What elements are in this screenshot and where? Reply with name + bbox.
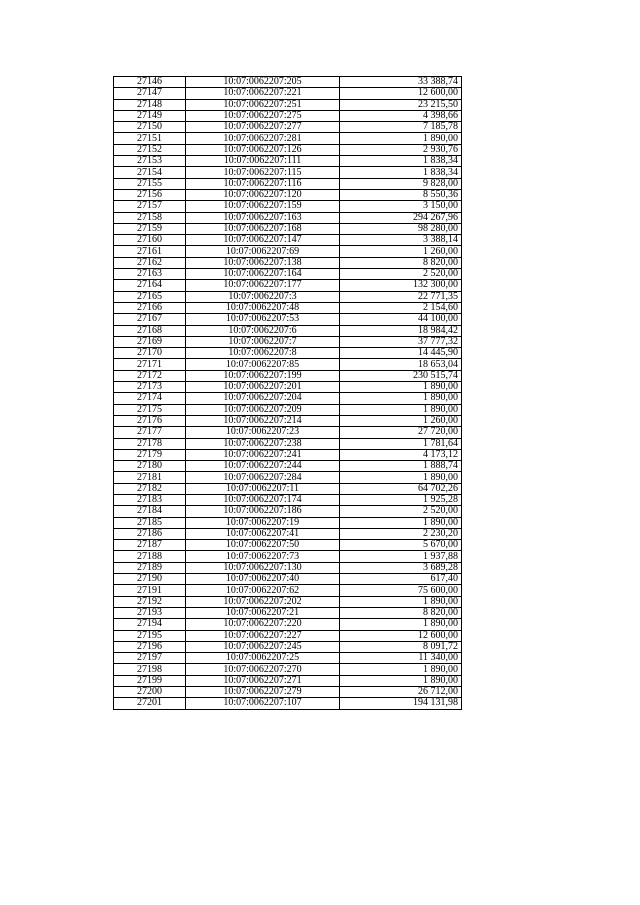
row-number-cell: 27163 — [114, 269, 186, 280]
cadastral-number-cell: 10:07:0062207:53 — [186, 314, 340, 325]
amount-cell: 194 131,98 — [340, 698, 462, 709]
row-number-cell: 27180 — [114, 461, 186, 472]
cadastral-number-cell: 10:07:0062207:159 — [186, 201, 340, 212]
row-number-cell: 27151 — [114, 133, 186, 144]
amount-cell: 1 890,00 — [340, 517, 462, 528]
cadastral-number-cell: 10:07:0062207:220 — [186, 619, 340, 630]
cadastral-number-cell: 10:07:0062207:275 — [186, 110, 340, 121]
cadastral-number-cell: 10:07:0062207:238 — [186, 438, 340, 449]
table-row — [114, 641, 462, 652]
cadastral-number-cell: 10:07:0062207:62 — [186, 585, 340, 596]
cadastral-number-cell: 10:07:0062207:277 — [186, 122, 340, 133]
cadastral-number-cell: 10:07:0062207:245 — [186, 641, 340, 652]
table-row — [114, 88, 462, 99]
row-number-cell: 27188 — [114, 551, 186, 562]
row-number-cell: 27166 — [114, 302, 186, 313]
table-row — [114, 269, 462, 280]
table-row — [114, 99, 462, 110]
amount-cell: 12 600,00 — [340, 88, 462, 99]
amount-cell: 1 260,00 — [340, 246, 462, 257]
table-row — [114, 280, 462, 291]
table-row — [114, 438, 462, 449]
table-row — [114, 506, 462, 517]
amount-cell: 1 890,00 — [340, 472, 462, 483]
amount-cell: 2 154,60 — [340, 302, 462, 313]
cadastral-number-cell: 10:07:0062207:241 — [186, 449, 340, 460]
table-row — [114, 325, 462, 336]
row-number-cell: 27175 — [114, 404, 186, 415]
row-number-cell: 27195 — [114, 630, 186, 641]
table-row — [114, 393, 462, 404]
table-body — [114, 77, 462, 710]
row-number-cell: 27171 — [114, 359, 186, 370]
cadastral-number-cell: 10:07:0062207:107 — [186, 698, 340, 709]
amount-cell: 8 820,00 — [340, 257, 462, 268]
table-row — [114, 370, 462, 381]
cadastral-number-cell: 10:07:0062207:111 — [186, 156, 340, 167]
row-number-cell: 27183 — [114, 494, 186, 505]
amount-cell: 1 260,00 — [340, 415, 462, 426]
amount-cell: 1 890,00 — [340, 393, 462, 404]
amount-cell: 37 777,32 — [340, 336, 462, 347]
table-row — [114, 201, 462, 212]
amount-cell: 1 937,88 — [340, 551, 462, 562]
amount-cell: 1 925,28 — [340, 494, 462, 505]
cadastral-number-cell: 10:07:0062207:41 — [186, 528, 340, 539]
table-row — [114, 562, 462, 573]
row-number-cell: 27196 — [114, 641, 186, 652]
row-number-cell: 27200 — [114, 687, 186, 698]
row-number-cell: 27165 — [114, 291, 186, 302]
row-number-cell: 27176 — [114, 415, 186, 426]
cadastral-number-cell: 10:07:0062207:270 — [186, 664, 340, 675]
table-row — [114, 528, 462, 539]
cadastral-number-cell: 10:07:0062207:201 — [186, 382, 340, 393]
row-number-cell: 27167 — [114, 314, 186, 325]
row-number-cell: 27192 — [114, 596, 186, 607]
table-row — [114, 551, 462, 562]
cadastral-number-cell: 10:07:0062207:281 — [186, 133, 340, 144]
cadastral-number-cell: 10:07:0062207:186 — [186, 506, 340, 517]
table-row — [114, 619, 462, 630]
table-row — [114, 415, 462, 426]
table-row — [114, 404, 462, 415]
cadastral-number-cell: 10:07:0062207:163 — [186, 212, 340, 223]
amount-cell: 1 888,74 — [340, 461, 462, 472]
row-number-cell: 27172 — [114, 370, 186, 381]
amount-cell: 3 689,28 — [340, 562, 462, 573]
amount-cell: 33 388,74 — [340, 77, 462, 88]
row-number-cell: 27152 — [114, 144, 186, 155]
amount-cell: 294 267,96 — [340, 212, 462, 223]
table-row — [114, 607, 462, 618]
cadastral-number-cell: 10:07:0062207:168 — [186, 223, 340, 234]
cadastral-number-cell: 10:07:0062207:202 — [186, 596, 340, 607]
cadastral-number-cell: 10:07:0062207:214 — [186, 415, 340, 426]
row-number-cell: 27169 — [114, 336, 186, 347]
table-row — [114, 494, 462, 505]
cadastral-number-cell: 10:07:0062207:199 — [186, 370, 340, 381]
row-number-cell: 27164 — [114, 280, 186, 291]
row-number-cell: 27201 — [114, 698, 186, 709]
cadastral-number-cell: 10:07:0062207:164 — [186, 269, 340, 280]
row-number-cell: 27178 — [114, 438, 186, 449]
table-row — [114, 246, 462, 257]
amount-cell: 1 890,00 — [340, 619, 462, 630]
amount-cell: 9 828,00 — [340, 178, 462, 189]
cadastral-number-cell: 10:07:0062207:19 — [186, 517, 340, 528]
amount-cell: 4 398,66 — [340, 110, 462, 121]
table-row — [114, 664, 462, 675]
row-number-cell: 27156 — [114, 189, 186, 200]
amount-cell: 8 550,36 — [340, 189, 462, 200]
row-number-cell: 27159 — [114, 223, 186, 234]
cadastral-number-cell: 10:07:0062207:204 — [186, 393, 340, 404]
row-number-cell: 27147 — [114, 88, 186, 99]
amount-cell: 1 890,00 — [340, 382, 462, 393]
row-number-cell: 27186 — [114, 528, 186, 539]
cadastral-number-cell: 10:07:0062207:174 — [186, 494, 340, 505]
cadastral-number-cell: 10:07:0062207:85 — [186, 359, 340, 370]
table-row — [114, 483, 462, 494]
row-number-cell: 27187 — [114, 540, 186, 551]
row-number-cell: 27182 — [114, 483, 186, 494]
row-number-cell: 27179 — [114, 449, 186, 460]
cadastral-number-cell: 10:07:0062207:244 — [186, 461, 340, 472]
amount-cell: 1 890,00 — [340, 404, 462, 415]
amount-cell: 64 702,26 — [340, 483, 462, 494]
row-number-cell: 27173 — [114, 382, 186, 393]
row-number-cell: 27185 — [114, 517, 186, 528]
amount-cell: 23 215,50 — [340, 99, 462, 110]
row-number-cell: 27146 — [114, 77, 186, 88]
row-number-cell: 27150 — [114, 122, 186, 133]
cadastral-number-cell: 10:07:0062207:48 — [186, 302, 340, 313]
cadastral-number-cell: 10:07:0062207:23 — [186, 427, 340, 438]
table-row — [114, 144, 462, 155]
table-row — [114, 630, 462, 641]
table-row — [114, 156, 462, 167]
table-row — [114, 382, 462, 393]
row-number-cell: 27198 — [114, 664, 186, 675]
cadastral-number-cell: 10:07:0062207:284 — [186, 472, 340, 483]
amount-cell: 8 820,00 — [340, 607, 462, 618]
cadastral-number-cell: 10:07:0062207:279 — [186, 687, 340, 698]
row-number-cell: 27161 — [114, 246, 186, 257]
amount-cell: 18 984,42 — [340, 325, 462, 336]
table-row — [114, 359, 462, 370]
amount-cell: 26 712,00 — [340, 687, 462, 698]
cadastral-number-cell: 10:07:0062207:8 — [186, 348, 340, 359]
row-number-cell: 27162 — [114, 257, 186, 268]
amount-cell: 230 515,74 — [340, 370, 462, 381]
cadastral-number-cell: 10:07:0062207:25 — [186, 653, 340, 664]
cadastral-number-cell: 10:07:0062207:69 — [186, 246, 340, 257]
amount-cell: 75 600,00 — [340, 585, 462, 596]
table-row — [114, 257, 462, 268]
amount-cell: 1 781,64 — [340, 438, 462, 449]
table-row — [114, 212, 462, 223]
cadastral-number-cell: 10:07:0062207:126 — [186, 144, 340, 155]
cadastral-amount-table — [113, 76, 462, 710]
table-row — [114, 427, 462, 438]
cadastral-number-cell: 10:07:0062207:130 — [186, 562, 340, 573]
table-row — [114, 585, 462, 596]
cadastral-number-cell: 10:07:0062207:116 — [186, 178, 340, 189]
row-number-cell: 27170 — [114, 348, 186, 359]
row-number-cell: 27191 — [114, 585, 186, 596]
amount-cell: 2 520,00 — [340, 269, 462, 280]
cadastral-number-cell: 10:07:0062207:227 — [186, 630, 340, 641]
cadastral-number-cell: 10:07:0062207:221 — [186, 88, 340, 99]
amount-cell: 1 890,00 — [340, 664, 462, 675]
table-row — [114, 189, 462, 200]
amount-cell: 1 890,00 — [340, 596, 462, 607]
table-row — [114, 314, 462, 325]
row-number-cell: 27168 — [114, 325, 186, 336]
row-number-cell: 27157 — [114, 201, 186, 212]
amount-cell: 98 280,00 — [340, 223, 462, 234]
amount-cell: 14 445,90 — [340, 348, 462, 359]
row-number-cell: 27193 — [114, 607, 186, 618]
amount-cell: 1 890,00 — [340, 675, 462, 686]
table-row — [114, 302, 462, 313]
row-number-cell: 27199 — [114, 675, 186, 686]
row-number-cell: 27189 — [114, 562, 186, 573]
table-row — [114, 461, 462, 472]
cadastral-number-cell: 10:07:0062207:11 — [186, 483, 340, 494]
table-row — [114, 540, 462, 551]
row-number-cell: 27158 — [114, 212, 186, 223]
row-number-cell: 27155 — [114, 178, 186, 189]
table-row — [114, 167, 462, 178]
table-row — [114, 291, 462, 302]
cadastral-number-cell: 10:07:0062207:7 — [186, 336, 340, 347]
cadastral-number-cell: 10:07:0062207:177 — [186, 280, 340, 291]
row-number-cell: 27190 — [114, 574, 186, 585]
amount-cell: 8 091,72 — [340, 641, 462, 652]
table-row — [114, 348, 462, 359]
table-row — [114, 574, 462, 585]
amount-cell: 44 100,00 — [340, 314, 462, 325]
table-row — [114, 178, 462, 189]
cadastral-number-cell: 10:07:0062207:3 — [186, 291, 340, 302]
amount-cell: 2 230,20 — [340, 528, 462, 539]
cadastral-number-cell: 10:07:0062207:40 — [186, 574, 340, 585]
row-number-cell: 27148 — [114, 99, 186, 110]
amount-cell: 22 771,35 — [340, 291, 462, 302]
table-row — [114, 122, 462, 133]
cadastral-number-cell: 10:07:0062207:138 — [186, 257, 340, 268]
cadastral-number-cell: 10:07:0062207:251 — [186, 99, 340, 110]
table-row — [114, 336, 462, 347]
table-row — [114, 653, 462, 664]
cadastral-number-cell: 10:07:0062207:120 — [186, 189, 340, 200]
amount-cell: 11 340,00 — [340, 653, 462, 664]
row-number-cell: 27197 — [114, 653, 186, 664]
table-row — [114, 235, 462, 246]
cadastral-number-cell: 10:07:0062207:205 — [186, 77, 340, 88]
amount-cell: 1 890,00 — [340, 133, 462, 144]
row-number-cell: 27149 — [114, 110, 186, 121]
row-number-cell: 27194 — [114, 619, 186, 630]
cadastral-number-cell: 10:07:0062207:115 — [186, 167, 340, 178]
amount-cell: 7 185,78 — [340, 122, 462, 133]
table-row — [114, 596, 462, 607]
amount-cell: 3 150,00 — [340, 201, 462, 212]
amount-cell: 2 520,00 — [340, 506, 462, 517]
cadastral-number-cell: 10:07:0062207:271 — [186, 675, 340, 686]
amount-cell: 3 388,14 — [340, 235, 462, 246]
row-number-cell: 27177 — [114, 427, 186, 438]
table-row — [114, 472, 462, 483]
amount-cell: 4 173,12 — [340, 449, 462, 460]
table-row — [114, 517, 462, 528]
amount-cell: 132 300,00 — [340, 280, 462, 291]
table-row — [114, 77, 462, 88]
table-row — [114, 223, 462, 234]
table-row — [114, 675, 462, 686]
amount-cell: 617,40 — [340, 574, 462, 585]
row-number-cell: 27184 — [114, 506, 186, 517]
table-row — [114, 133, 462, 144]
amount-cell: 27 720,00 — [340, 427, 462, 438]
table-row — [114, 449, 462, 460]
cadastral-number-cell: 10:07:0062207:6 — [186, 325, 340, 336]
row-number-cell: 27181 — [114, 472, 186, 483]
amount-cell: 12 600,00 — [340, 630, 462, 641]
cadastral-number-cell: 10:07:0062207:147 — [186, 235, 340, 246]
row-number-cell: 27174 — [114, 393, 186, 404]
row-number-cell: 27154 — [114, 167, 186, 178]
table-row — [114, 110, 462, 121]
cadastral-number-cell: 10:07:0062207:209 — [186, 404, 340, 415]
amount-cell: 2 930,76 — [340, 144, 462, 155]
amount-cell: 5 670,00 — [340, 540, 462, 551]
amount-cell: 1 838,34 — [340, 156, 462, 167]
amount-cell: 18 653,04 — [340, 359, 462, 370]
cadastral-number-cell: 10:07:0062207:21 — [186, 607, 340, 618]
cadastral-number-cell: 10:07:0062207:50 — [186, 540, 340, 551]
amount-cell: 1 838,34 — [340, 167, 462, 178]
table-row — [114, 698, 462, 709]
table-row — [114, 687, 462, 698]
row-number-cell: 27153 — [114, 156, 186, 167]
cadastral-number-cell: 10:07:0062207:73 — [186, 551, 340, 562]
row-number-cell: 27160 — [114, 235, 186, 246]
